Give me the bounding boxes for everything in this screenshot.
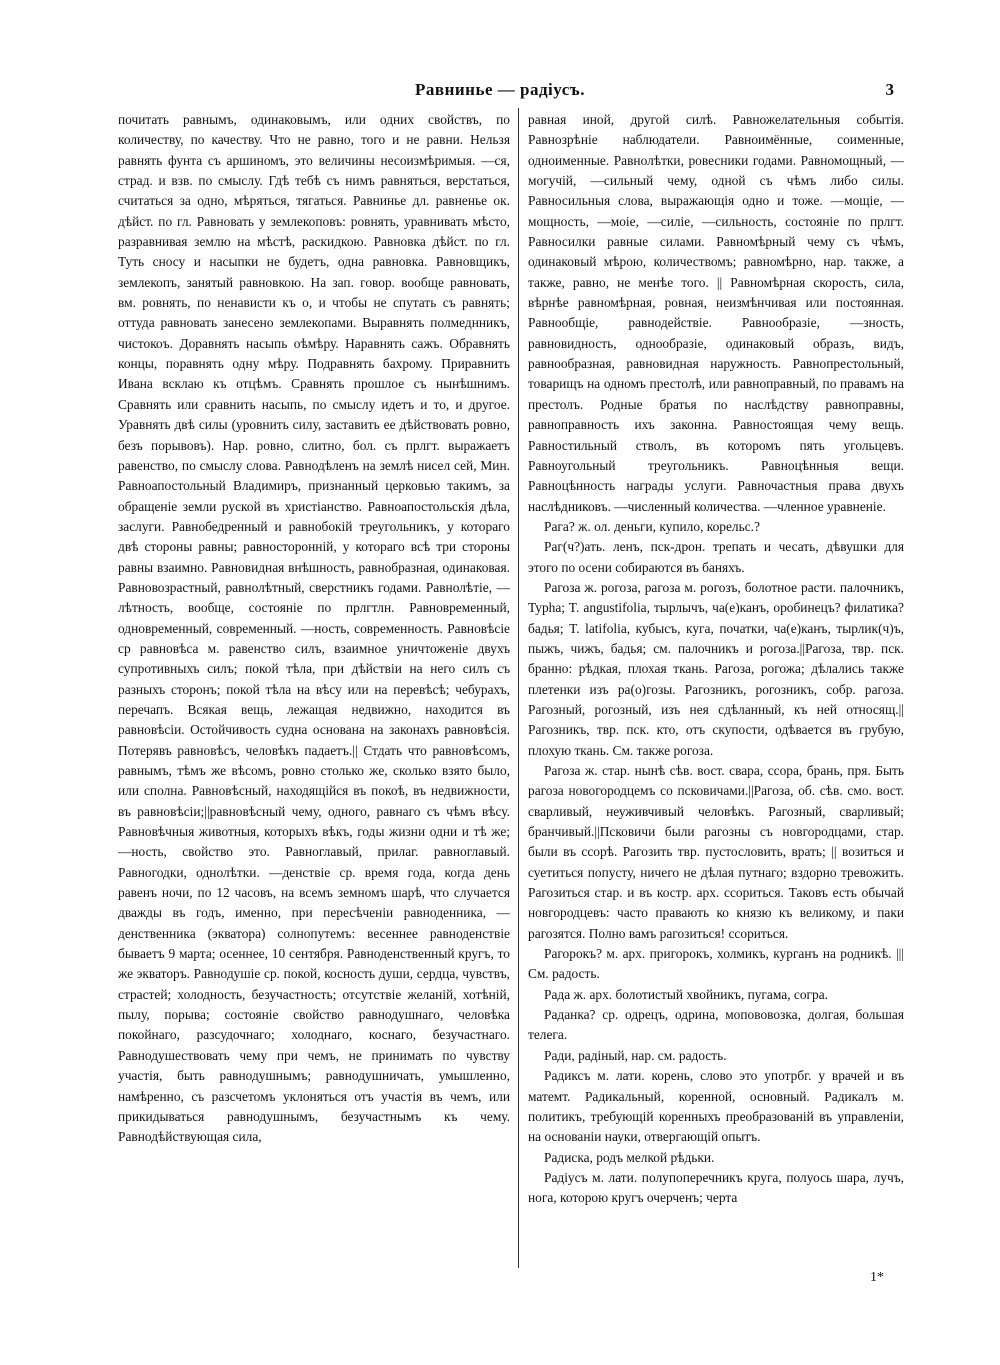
entry-radiska: Радиска, родъ мелкой рѣдьки. <box>544 1149 715 1165</box>
entry-ragorok: Рагорокъ? м. арх. пригорокъ, холмикъ, курганъ на родникѣ. ||| См. радость. <box>528 946 904 982</box>
page-header <box>0 80 1000 104</box>
signature-mark: 1* <box>870 1270 884 1285</box>
entry-rada: Рада ж. арх. болотистый хвойникъ, пугама, согра. <box>544 986 829 1002</box>
entry-radiks: Радиксъ м. лати. корень, слово это употрбг. у врачей и въ матемт. Радикальный, коренной, основный. Радикалъ м. политикъ, требующій коренныхъ преобразованій въ управленіи, на основаніи науки, отвергающій опытъ. <box>528 1068 904 1145</box>
page-number: 3 <box>885 80 894 99</box>
entry-ragat: Раг(ч?)ать. ленъ, пск-дрон. трепать и чесать, дѣвушки для этого по осени собираются въ баняхъ. <box>528 539 904 575</box>
left-column-text: почитать равнымъ, одинаковымъ, или одних свойствъ, по количеству, по качеству. Что не равно, того и не равни. Нельзя равнять фунта съ аршиномъ, это величины несоизмѣримыя. —ся, страд. и взв. по смыслу. Гдѣ тебѣ съ нимъ равняться, верстаться, считаться за одно, мѣряться, тягаться. Равнинье дл. равненье ок. дѣйст. по гл. Равновать у землекоповъ: ровнять, уравнивать мѣсто, разравнивая землю на мѣстѣ, раскидкою. Равновка дѣйст. по гл. Туть сносу и насыпки не будетъ, одна равновка. Равновщикъ, землекопъ, занятый равновкою. На зап. говор. вообще равновать, вм. ровнять, по ненависти къ о, и чтобы не спутать съ равнять; оттуда равновать занесено землекопами. Выравнять полмеднникъ, чистокоъ. Доравнять насыпь оѣмѣру. Наравнять сажъ. Обравнять концы, поравнять одну мѣру. Подравнять бахрому. Приравнить Ивана всклаю къ отцѣмъ. Сравнять прошлое съ нынѣшнимъ. Сравнять или сравнить насыпь, по смыслу идетъ и то, и другое. Уравнять двѣ силы (уровнить силу, заставить ее дѣйствовать ровно, безъ порывовъ). Нар. ровно, слитно, бол. съ прлгт. выражаетъ равенство, по смыслу слова. Равнодѣленъ на землѣ нисел сей, Мин. Равноапостольный Владимиръ, признанный церковью такимъ, за обращеніе земли руской въ христіанство. Равноапостольскія дѣла, заслуги. Равнобедренный и равнобокій треугольникъ, у котораго двѣ стороны равны; равносторонній, у котораго всѣ три стороны равны взаимно. Равновидная внѣшность, равнобразная, одинаковая. Равновозрастный, равнолѣтный, сверстникъ годами. Равнолѣтіе, —лѣтность, вообще, состояніе по прлгтлн. Равновременный, одновременный, современный. —ность, современность. Равновѣсіе ср равновѣса м. равенство силъ, взаимное уничтоженіе двухъ супротивныхъ силъ; покой тѣла, при дѣйствіи на него силъ съ разныхъ сторонъ; покой тѣла на вѣсу или на перевѣсѣ; чебурахъ, перечапъ. Всякая вещь, лежащая недвижно, находится въ равновѣсіи. Остойчивость судна основана на законахъ равновѣсія. Потерявъ равновѣсъ, человѣкъ падаетъ.|| Стдать что равновѣсомъ, равнымъ, тѣмъ же вѣсомъ, ровно столько же, сколько взято было, или сполна. Равновѣсный, находящійся въ покоѣ, въ недвижности, въ равновѣсіи;||равновѣсный чему, одного, равнаго съ чѣмъ вѣсу. Равновѣчныя животныя, которыхъ вѣкъ, годы жизни одни и тѣ же; —ность, свойство это. Равноглавый, прилаг. равноглавый. Равногодки, однолѣтки. —денствіе ср. время года, когда день равенъ ночи, по 12 часовъ, на всемъ земномъ шарѣ, что случается дважды въ годъ, именно, при пересѣченіи равноденника, —денственника (экватора) солнопутемъ: весеннее равноденствіе бываетъ 9 марта; осеннее, 10 сентября. Равноденственный кругъ, то же экваторъ. Равнодушіе ср. покой, косность души, сердца, чувствъ, страстей; холодность, безучастность; отсутствіе желаній, хотѣній, пылу, порыва; состояніе свойство равнодушнаго, человѣка покойнаго, разсудочнаго; холоднаго, коснаго, безучастнаго. Равнодушествовать чему при чемъ, не принимать по чувству участія, быть равнодушнымъ; равнодушничать, умышленно, намѣренно, съ разсчетомъ уклоняться отъ участія въ чемъ, или прикидываться равнодушнымъ, безучастнымъ къ чему. Равнодѣйствующая сила, <box>118 112 510 1145</box>
right-column <box>528 110 904 1265</box>
entry-radanka: Раданка? ср. одрецъ, одрина, мопововозка, долгая, большая телега. <box>528 1007 904 1043</box>
running-head: Равнинье — радіусъ. <box>415 80 585 99</box>
entry-raga: Рага? ж. ол. деньги, купило, корельс.? <box>544 518 760 534</box>
entry-radi: Ради, радіный, нар. см. радость. <box>544 1047 727 1063</box>
column-divider <box>518 108 519 1268</box>
entry-ragoza-quarrel: Рагоза ж. стар. нынѣ сѣв. вост. свара, ссора, брань, пря. Быть рагоза новогородцемъ со псковичами.||Рагоза, об. сѣв. смо. вост. сварливый, неуживчивый человѣкъ. Рагозный, сварливый; бранчивый.||Псковичи были рагозны съ новгородцами, стар. были въ ссорѣ. Рагозить твр. пустословить, врать; || возиться и суетиться попусту, ничего не дѣлая путнаго; вздорно тревожить. Рагозиться стар. и въ костр. арх. ссориться. Таковъ есть обычай новгородцевъ: часто правають ко князю къ великому, и паки рагозятся. Полно вамъ рагозиться! ссориться. <box>528 763 904 941</box>
entry-ravnaya: равная иной, другой силѣ. Равножелательныя событія. Равнозрѣніе наблюдатели. Равноимённые, соименные, одноименные. Равнолѣтки, ровесники годами. Равномощный, —могучій, —сильный чему, одной съ чѣмъ либо силы. Равносильныя слова, выражающія одно и тоже. —мощіе, —мощность, —моіе, —силіе, —сильность, состояніе по прлгт. Равносилки равные силами. Равномѣрный чему съ чѣмъ, одинаковый мѣрою, количествомъ; равномѣрно, нар. также, а также, равно, не менѣе того. || Равномѣрная скорость, сила, вѣрнѣе равномѣрная, ровная, неизмѣнчивая или постоянная. Равнообщіе, равнодействіе. Равнообразіе, —зность, равновидность, однообразіе, одинаковый образъ, видъ, равнообразная, равновидная наружность. Равнопрестольный, товарищъ на одномъ престолѣ, или равноправный, по правамъ на престолъ. Родные братья по наслѣдству равноправны, равноправность ихъ законна. Равностоящая чему вещь. Равностильный стволъ, въ которомъ пять угольцевъ. Равноугольный треугольникъ. Равноцѣнныя вещи. Равноцѣнность награды услуги. Равночастныя права двухъ наслѣдниковъ. —численный количества. —членное уравненіе. <box>528 112 904 514</box>
entry-ragoza-plant: Рагоза ж. рогоза, рагоза м. рогозъ, болотное расти. палочникъ, Typha; T. angustifolia, тырлычъ, ча(е)канъ, оробинецъ? филатика? бадья; T. latifolia, кубысъ, куга, початки, ча(е)канъ, тырлик(ч)ъ, пыжъ, чижъ, бадья; см. палочникъ и рогоза.||Рагоза, твр. пск. бранно: рѣдкая, плохая ткань. Рагоза, рогожа; дѣлались также плетенки изъ ра(о)гозы. Рагозникъ, рогозникъ, собр. рагоза. Рагозный, рогозный, изъ нея сдѣланный, къ ней относящ.||Рагозникъ, твр. пск. кто, отъ скупости, одѣвается въ грубую, плохую ткань. См. также рогоза. <box>528 579 904 758</box>
left-column <box>118 110 510 1265</box>
entry-radius: Радіусъ м. лати. полупоперечникъ круга, полуось шара, лучъ, нога, которою кругъ очерченъ; черта <box>528 1169 904 1206</box>
